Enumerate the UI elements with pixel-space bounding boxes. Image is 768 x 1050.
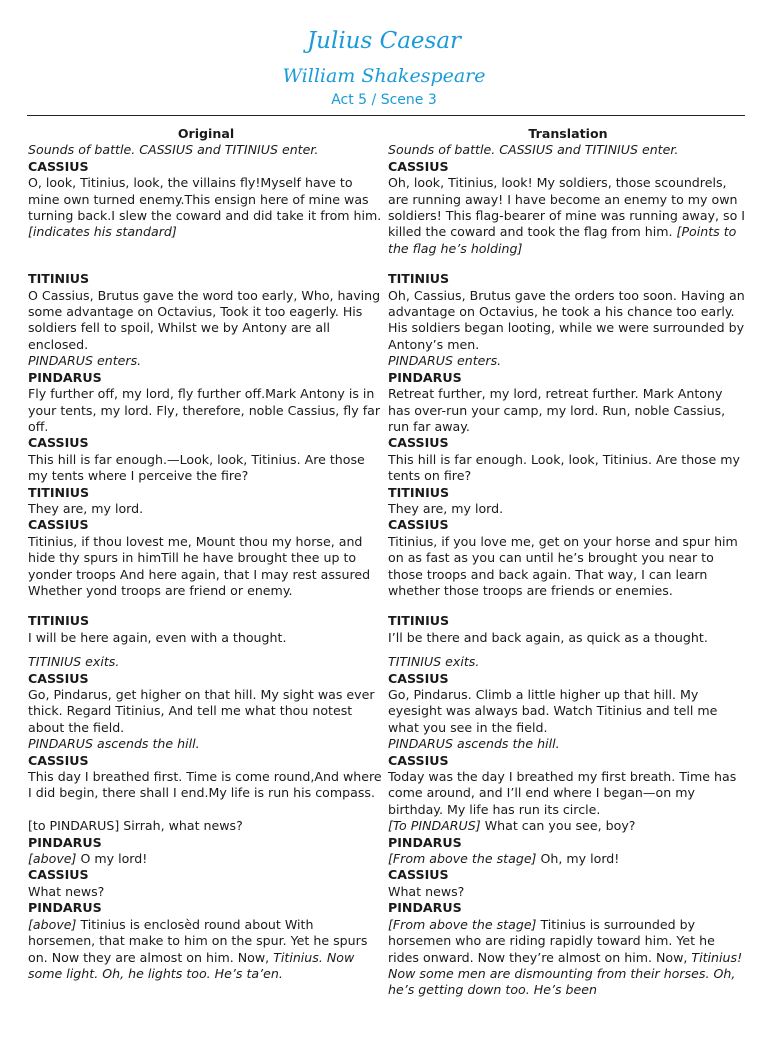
translation-line [388, 851, 748, 867]
speech-text: Oh, look, Titinius, look! My soldiers, those scoundrels, are running away! I have become an enemy to my own soldiers! This flag-bearer of mine was running away, so I killed the coward and took the flag from him. [388, 175, 746, 240]
header-divider [27, 115, 745, 116]
stage-direction-text: [From above the stage] [388, 916, 537, 932]
translation-stage-direction: PINDARUS ascends the hill. [388, 736, 560, 752]
row-spacer [28, 257, 750, 271]
dialogue-row [28, 370, 750, 386]
original-speaker-name: CASSIUS [28, 752, 89, 768]
dialogue-row [28, 769, 750, 818]
translation-line [388, 917, 748, 999]
translation-column-header: Translation [528, 126, 608, 141]
dialogue-row [28, 736, 750, 752]
translation-line [388, 534, 748, 600]
original-speaker-name: PINDARUS [28, 369, 102, 385]
dialogue-row [28, 753, 750, 769]
original-stage-direction: PINDARUS ascends the hill. [28, 736, 200, 752]
translation-stage-direction: PINDARUS enters. [388, 353, 502, 369]
dialogue-row [28, 142, 750, 158]
translation-speaker-name: CASSIUS [388, 517, 449, 533]
dialogue-row [28, 884, 750, 900]
speech-text: What news? [28, 883, 105, 899]
speech-text: Today was the day I breathed my first breath. Time has come around, and I’ll end where I began—on my birthday. My life has run its circle. [388, 769, 737, 817]
original-line [28, 884, 388, 900]
dialogue-row [28, 175, 750, 257]
speech-text: Titinius is surrounded by horsemen who are riding rapidly toward him. Yet he rides onward. Now they’re almost on him. Now, [388, 916, 715, 965]
speech-text: They are, my lord. [388, 500, 504, 516]
speech-text: I will be here again, even with a thought. [28, 629, 287, 645]
translation-speaker-name: TITINIUS [388, 271, 450, 287]
column-headers [28, 126, 750, 142]
row-spacer [28, 646, 750, 654]
speech-text: Titinius, if thou lovest me, Mount thou my horse, and hide thy spurs in himTill he have brought thee up to yonder troops And here again, that I may rest assured Whether yond troops are friend or enemy. [28, 533, 371, 598]
translation-speaker-name: PINDARUS [388, 900, 462, 916]
original-speaker-name: TITINIUS [28, 271, 90, 287]
speech-text: They are, my lord. [28, 500, 144, 516]
translation-line [388, 818, 748, 834]
original-column-header: Original [177, 126, 235, 141]
speech-text: I’ll be there and back again, as quick as a thought. [388, 629, 708, 645]
dialogue-row [28, 851, 750, 867]
dialogue-row [28, 159, 750, 175]
dialogue-row [28, 835, 750, 851]
speech-text: O Cassius, Brutus gave the word too early, Who, having some advantage on Octavius, Took it too eagerly. His soldiers fell to spoil, Whilst we by Antony are all enclosed. [28, 287, 381, 352]
translation-speaker-name: CASSIUS [388, 670, 449, 686]
speech-text: This hill is far enough. Look, look, Titinius. Are those my tents on fire? [388, 451, 740, 484]
speech-text: [to PINDARUS] Sirrah, what news? [28, 818, 243, 834]
dialogue-row [28, 271, 750, 287]
dialogue-row [28, 867, 750, 883]
dialogue-row [28, 671, 750, 687]
original-line [28, 288, 388, 354]
stage-direction-text: [above] [28, 916, 77, 932]
speech-text: Retreat further, my lord, retreat further. Mark Antony has over-run your camp, my lord. Run, noble Cassius, run far away. [388, 386, 726, 434]
play-title: Julius Caesar [306, 28, 462, 54]
original-speaker-name: CASSIUS [28, 158, 89, 174]
translation-stage-direction: Sounds of battle. CASSIUS and TITINIUS enter. [388, 142, 679, 158]
translation-speaker-name: CASSIUS [388, 752, 449, 768]
translation-line [388, 288, 748, 354]
dialogue-row [28, 917, 750, 999]
translation-line [388, 630, 748, 646]
dialogue-row [28, 900, 750, 916]
original-line [28, 175, 388, 257]
speech-text: Titinius, if you love me, get on your horse and spur him on as fast as you can until he’s brought you near to those troops and back again. That way, I can learn whether those troops are friends or enemies. [388, 533, 738, 598]
stage-direction-text: [To PINDARUS] [388, 818, 481, 834]
translation-line [388, 687, 748, 736]
translation-speaker-name: PINDARUS [388, 834, 462, 850]
original-line [28, 630, 388, 646]
speech-text: Go, Pindarus, get higher on that hill. My sight was ever thick. Regard Titinius, And tell me what thou notest about the field. [28, 687, 375, 735]
row-spacer [28, 599, 750, 613]
translation-speaker-name: CASSIUS [388, 435, 449, 451]
translation-speaker-name: TITINIUS [388, 484, 450, 500]
original-line [28, 687, 388, 736]
dialogue-row [28, 435, 750, 451]
translation-line [388, 769, 748, 818]
original-speaker-name: PINDARUS [28, 900, 102, 916]
translation-speaker-name: TITINIUS [388, 613, 450, 629]
speech-text: Oh, my lord! [536, 851, 620, 867]
translation-speaker-name: PINDARUS [388, 369, 462, 385]
speech-text: O, look, Titinius, look, the villains fly!Myself have to mine own turned enemy.This ensign here of mine was turning back.I slew the coward and did take it from him. [28, 175, 382, 224]
original-speaker-name: TITINIUS [28, 484, 90, 500]
speech-text: Oh, Cassius, Brutus gave the orders too soon. Having an advantage on Octavius, he took a his chance too early. His soldiers began looting, while we were surrounded by Antony’s men. [388, 287, 745, 352]
dialogue-row [28, 386, 750, 435]
dialogue-row [28, 452, 750, 485]
translation-line [388, 452, 748, 485]
dialogue-row [28, 613, 750, 629]
original-line [28, 851, 388, 867]
stage-direction-text: Titinius! Now some men are dismounting from their horses. Oh, he’s getting down too. He’s been [388, 949, 743, 998]
scene-label: Act 5 / Scene 3 [331, 92, 437, 108]
translation-line [388, 175, 748, 257]
original-stage-direction: PINDARUS enters. [28, 353, 142, 369]
original-line [28, 386, 388, 435]
original-stage-direction: TITINIUS exits. [28, 654, 120, 670]
original-speaker-name: CASSIUS [28, 867, 89, 883]
speech-text: This day I breathed first. Time is come round,And where I did begin, there shall I end.My life is run his compass. [28, 769, 382, 801]
stage-direction-text: [indicates his standard] [28, 224, 177, 240]
original-line [28, 452, 388, 485]
document-header [0, 26, 768, 109]
translation-line [388, 501, 748, 517]
dialogue-row [28, 501, 750, 517]
original-line [28, 534, 388, 600]
translation-stage-direction: TITINIUS exits. [388, 654, 480, 670]
original-line [28, 769, 388, 818]
dialogue-row [28, 818, 750, 834]
speech-text: Fly further off, my lord, fly further off.Mark Antony is in your tents, my lord. Fly, therefore, noble Cassius, fly far off. [28, 386, 381, 434]
original-speaker-name: TITINIUS [28, 613, 90, 629]
translation-speaker-name: CASSIUS [388, 867, 449, 883]
speech-text: What can you see, boy? [480, 818, 636, 834]
dialogue-row [28, 353, 750, 369]
stage-direction-text: [above] [28, 851, 77, 867]
parallel-text [28, 126, 750, 999]
original-speaker-name: CASSIUS [28, 435, 89, 451]
speech-text: This hill is far enough.—Look, look, Titinius. Are those my tents where I perceive the fire? [28, 451, 365, 484]
stage-direction-text: Titinius. Now some light. Oh, he lights too. He’s ta’en. [28, 949, 355, 981]
stage-direction-text: [Points to the flag he’s holding] [388, 224, 737, 256]
original-line [28, 818, 388, 834]
original-stage-direction: Sounds of battle. CASSIUS and TITINIUS enter. [28, 142, 319, 158]
dialogue-row [28, 654, 750, 670]
translation-speaker-name: CASSIUS [388, 158, 449, 174]
stage-direction-text: [From above the stage] [388, 851, 537, 867]
author-name: William Shakespeare [282, 65, 486, 87]
dialogue-row [28, 687, 750, 736]
dialogue-row [28, 630, 750, 646]
speech-text: Go, Pindarus. Climb a little higher up that hill. My eyesight was always bad. Watch Titinius and tell me what you see in the field. [388, 687, 718, 735]
speech-text: Titinius is enclosèd round about With horsemen, that make to him on the spur. Yet he spurs on. Now they are almost on him. Now, [28, 916, 368, 965]
translation-line [388, 884, 748, 900]
original-speaker-name: PINDARUS [28, 834, 102, 850]
speech-text: O my lord! [76, 851, 148, 867]
dialogue-row [28, 517, 750, 533]
original-speaker-name: CASSIUS [28, 670, 89, 686]
dialogue-row [28, 534, 750, 600]
original-line [28, 501, 388, 517]
dialogue-row [28, 288, 750, 354]
original-line [28, 917, 388, 999]
speech-text: What news? [388, 883, 465, 899]
original-speaker-name: CASSIUS [28, 517, 89, 533]
translation-line [388, 386, 748, 435]
dialogue-row [28, 485, 750, 501]
